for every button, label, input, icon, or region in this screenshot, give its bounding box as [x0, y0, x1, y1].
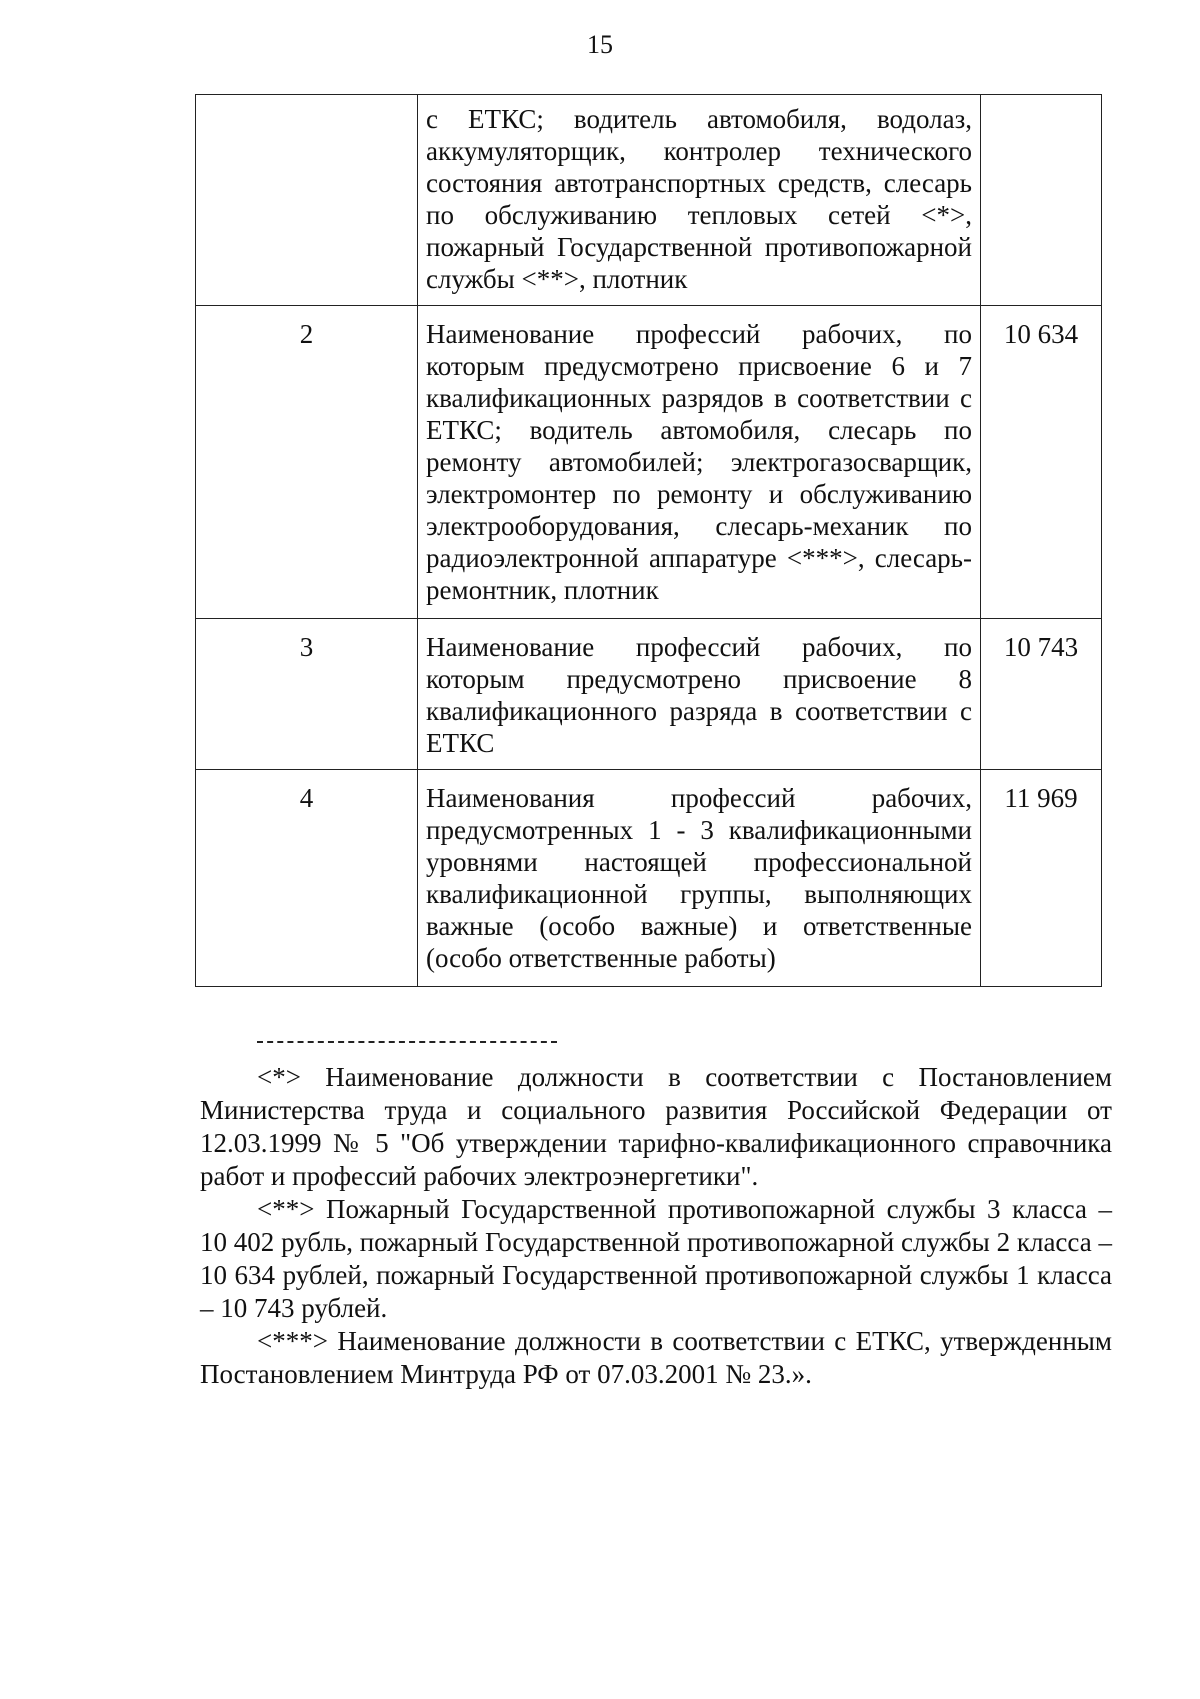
- salary-value-cell: 11 969: [981, 770, 1102, 987]
- qualification-level-cell: 3: [196, 619, 418, 770]
- table-row: [196, 95, 1102, 306]
- table-row: [196, 770, 1102, 987]
- qualification-level-cell: 4: [196, 770, 418, 987]
- profession-description-cell: Наименования профессий рабочих, предусмотренных 1 - 3 квалификационными уровнями настоящей профессиональной квалификационной группы, выполняющих важные (особо важные) и ответственные (особо ответственные работы): [418, 770, 981, 987]
- salary-table: [195, 94, 1102, 987]
- footnote-separator: [257, 1041, 557, 1043]
- profession-description-cell: Наименование профессий рабочих, по которым предусмотрено присвоение 6 и 7 квалификационных разрядов в соответствии с ЕТКС; водитель автомобиля, слесарь по ремонту автомобилей; электрогазосварщик, электромонтер по ремонту и обслуживанию электрооборудования, слесарь-механик по радиоэлектронной аппаратуре <***>, слесарь-ремонтник, плотник: [418, 306, 981, 619]
- footnote-item: <*> Наименование должности в соответствии с Постановлением Министерства труда и социального развития Российской Федерации от 12.03.1999 № 5 "Об утверждении тарифно-квалификационного справочника работ и профессий рабочих электроэнергетики".: [200, 1062, 1112, 1191]
- table-row: [196, 306, 1102, 619]
- page-number: 15: [587, 30, 613, 59]
- footnote-item: <***> Наименование должности в соответствии с ЕТКС, утвержденным Постановлением Минтруда РФ от 07.03.2001 № 23.».: [200, 1326, 1112, 1389]
- salary-value-cell: [981, 95, 1102, 306]
- footnote-item: <**> Пожарный Государственной противопожарной службы 3 класса – 10 402 рубль, пожарный Государственной противопожарной службы 2 класса – 10 634 рублей, пожарный Государственной противопожарной службы 1 класса – 10 743 рублей.: [200, 1194, 1112, 1323]
- footnotes: [200, 1061, 1112, 1391]
- qualification-level-cell: 2: [196, 306, 418, 619]
- salary-value-cell: 10 634: [981, 306, 1102, 619]
- qualification-level-cell: [196, 95, 418, 306]
- profession-description-cell: Наименование профессий рабочих, по которым предусмотрено присвоение 8 квалификационного разряда в соответствии с ЕТКС: [418, 619, 981, 770]
- profession-description-cell: с ЕТКС; водитель автомобиля, водолаз, аккумуляторщик, контролер технического состояния автотранспортных средств, слесарь по обслуживанию тепловых сетей <*>, пожарный Государственной противопожарной службы <**>, плотник: [418, 95, 981, 306]
- salary-value-cell: 10 743: [981, 619, 1102, 770]
- table-row: [196, 619, 1102, 770]
